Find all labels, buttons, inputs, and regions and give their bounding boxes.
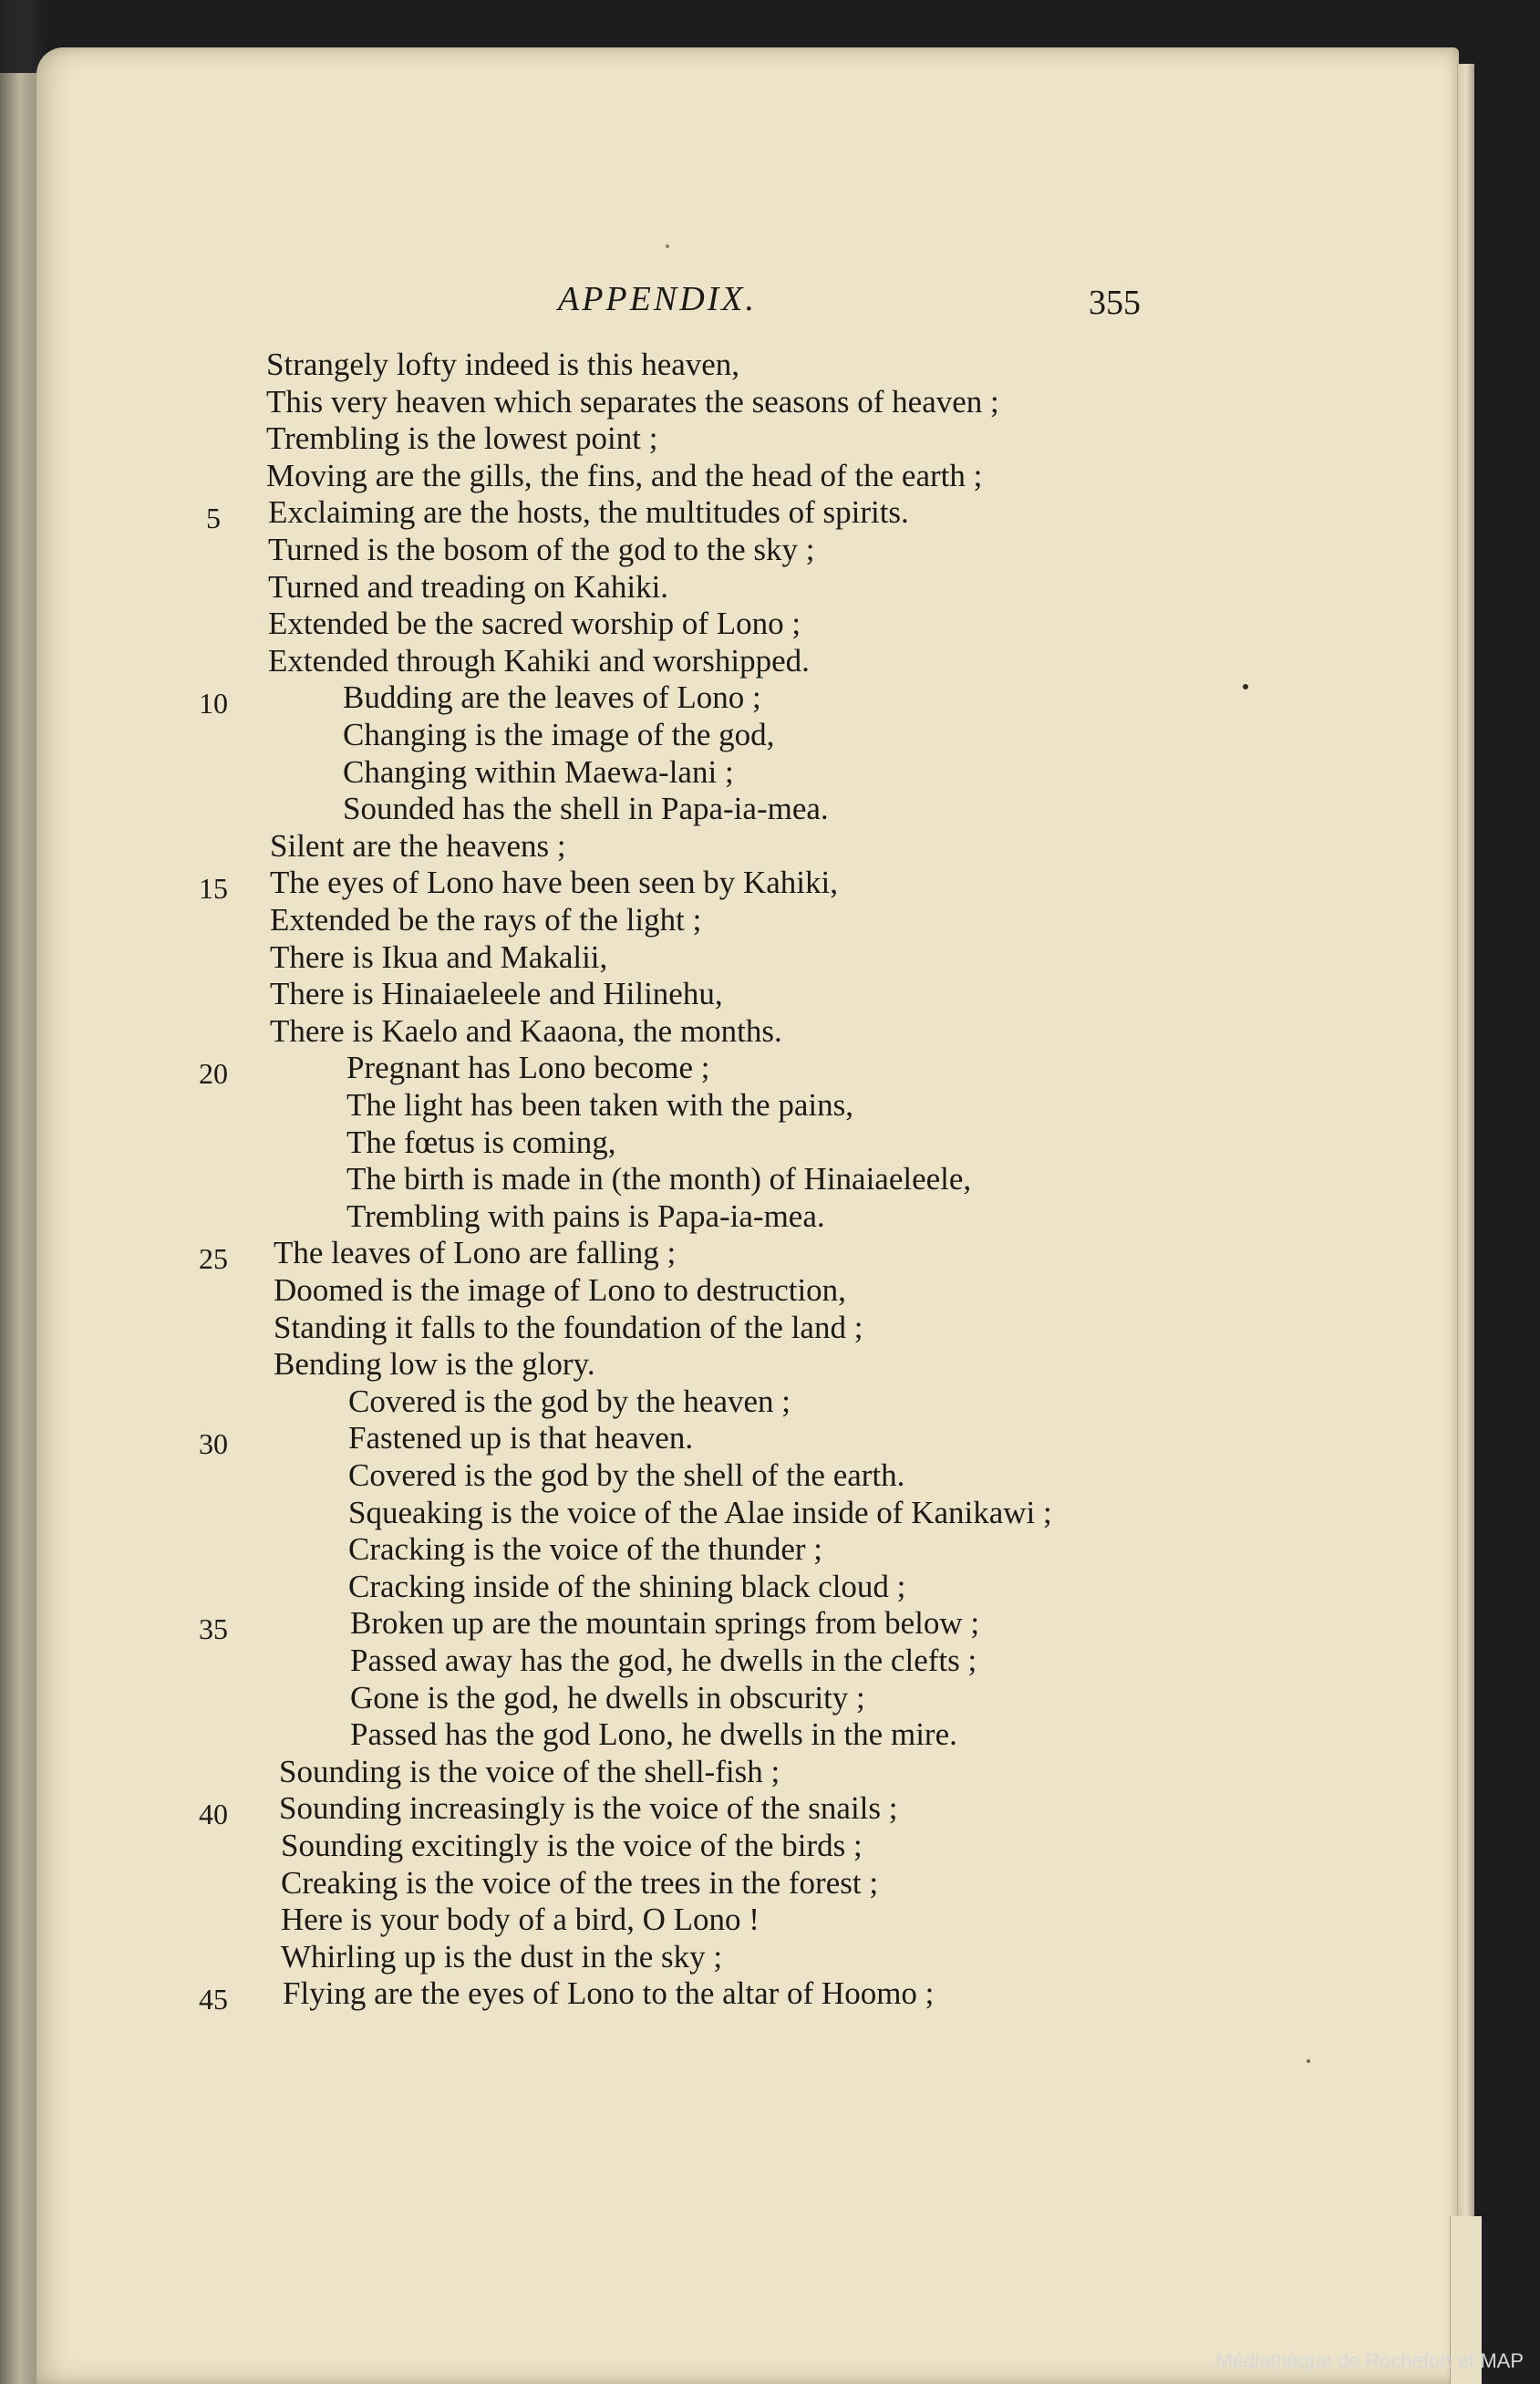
poem-line-text: Changing is the image of the god, (343, 717, 775, 752)
line-number: 15 (199, 872, 228, 906)
poem-line (0, 1384, 1540, 1421)
poem-line (0, 1790, 1540, 1831)
line-number: 40 (199, 1798, 228, 1831)
poem-line (0, 458, 1540, 495)
poem-line-text: Creaking is the voice of the trees in the forest ; (281, 1864, 879, 1901)
poem-line-text: There is Hinaiaeleele and Hilinehu, (270, 976, 723, 1012)
poem-line-text: Whirling up is the dust in the sky ; (281, 1938, 723, 1975)
poem-line (0, 1902, 1540, 1939)
running-head (0, 279, 1540, 334)
poem-line (0, 1161, 1540, 1198)
poem-line (0, 1050, 1540, 1091)
poem-line-text: Cracking is the voice of the thunder ; (348, 1531, 822, 1568)
poem-line-text: Here is your body of a bird, O Lono ! (281, 1902, 760, 1938)
poem-line (0, 347, 1540, 384)
poem-line-text: Sounding increasingly is the voice of the snails ; (279, 1790, 898, 1827)
poem-line (0, 532, 1540, 569)
poem-line-text: Cracking inside of the shining black cloud ; (348, 1568, 906, 1604)
poem-line-text: Covered is the god by the shell of the earth. (348, 1457, 905, 1493)
poem-line-text: Extended be the rays of the light ; (270, 902, 702, 938)
poem-line-text: There is Ikua and Makalii, (270, 938, 608, 975)
poem-line-text: Strangely lofty indeed is this heaven, (266, 347, 740, 382)
poem-line (0, 939, 1540, 977)
line-number: 35 (199, 1612, 228, 1646)
poem-line (0, 976, 1540, 1013)
poem-line (0, 1013, 1540, 1051)
poem-line (0, 1272, 1540, 1310)
poem-line-text: Gone is the god, he dwells in obscurity ; (350, 1679, 865, 1715)
poem-line-text: Trembling with pains is Papa-ia-mea. (346, 1197, 825, 1234)
line-number: 10 (199, 687, 228, 720)
poem-line-text: Pregnant has Lono become ; (346, 1050, 710, 1086)
poem-line (0, 754, 1540, 792)
poem-line (0, 1420, 1540, 1461)
poem-line (0, 569, 1540, 606)
poem-line (0, 1310, 1540, 1347)
poem-line (0, 865, 1540, 906)
poem-line (0, 1087, 1540, 1125)
poem-line-text: Moving are the gills, the fins, and the head of the earth ; (266, 457, 983, 493)
poem-line-text: There is Kaelo and Kaaona, the months. (270, 1012, 782, 1049)
poem-line (0, 1569, 1540, 1606)
poem-line-text: This very heaven which separates the seasons of heaven ; (266, 383, 999, 420)
poem-line (0, 1643, 1540, 1680)
poem-line-text: Sounded has the shell in Papa-ia-mea. (343, 791, 829, 827)
poem-line-text: Flying are the eyes of Lono to the altar of Hoomo ; (283, 1975, 935, 2012)
poem-line-text: Turned and treading on Kahiki. (268, 568, 669, 605)
poem-line (0, 1865, 1540, 1902)
poem-line-text: Standing it falls to the foundation of the land ; (274, 1309, 863, 1345)
poem-line (0, 902, 1540, 939)
poem-line-text: The leaves of Lono are falling ; (274, 1235, 677, 1271)
poem-line (0, 1975, 1540, 2016)
poem-line-text: The fœtus is coming, (346, 1124, 616, 1160)
poem-line-text: The birth is made in (the month) of Hinaiaeleele, (346, 1161, 972, 1197)
poem-line (0, 717, 1540, 754)
poem-line-text: Covered is the god by the heaven ; (348, 1383, 791, 1419)
poem-line-text: Budding are the leaves of Lono ; (343, 679, 761, 716)
poem-line-text: Turned is the bosom of the god to the sky ; (268, 532, 815, 567)
page-number: 355 (1089, 284, 1141, 322)
ink-speck (666, 244, 669, 248)
poem-line-text: Exclaiming are the hosts, the multitudes of spirits. (268, 494, 909, 531)
poem-line (0, 384, 1540, 421)
poem-line (0, 494, 1540, 535)
poem-line-text: Doomed is the image of Lono to destruction, (274, 1272, 846, 1308)
poem-line (0, 828, 1540, 865)
poem-line (0, 1716, 1540, 1754)
poem-line (0, 791, 1540, 828)
poem-line-text: The eyes of Lono have been seen by Kahiki, (270, 865, 838, 901)
poem-line (0, 606, 1540, 643)
line-number: 30 (199, 1427, 228, 1461)
poem-line (0, 1346, 1540, 1384)
poem-line-text: Changing within Maewa-lani ; (343, 753, 734, 790)
running-title: APPENDIX. (558, 280, 758, 318)
library-watermark: Médiathèque de Rochefort et MAP (1215, 2349, 1524, 2372)
poem-line-text: The light has been taken with the pains, (346, 1087, 853, 1123)
line-number: 5 (206, 502, 221, 535)
poem-line-text: Passed away has the god, he dwells in the clefts ; (350, 1643, 977, 1678)
poem-line-text: Silent are the heavens ; (270, 827, 566, 864)
poem-line (0, 1235, 1540, 1276)
poem-line-text: Passed has the god Lono, he dwells in the mire. (350, 1716, 957, 1753)
poem-line-text: Bending low is the glory. (274, 1346, 595, 1383)
poem-line (0, 679, 1540, 720)
poem (0, 347, 1540, 2025)
poem-line (0, 1828, 1540, 1865)
poem-line-text: Broken up are the mountain springs from below ; (350, 1605, 980, 1642)
poem-line (0, 1198, 1540, 1236)
poem-line-text: Trembling is the lowest point ; (266, 420, 658, 457)
poem-line-text: Squeaking is the voice of the Alae inside of Kanikawi ; (348, 1494, 1052, 1530)
poem-line-text: Fastened up is that heaven. (348, 1420, 694, 1456)
poem-line (0, 1605, 1540, 1646)
poem-line-text: Sounding excitingly is the voice of the birds ; (281, 1828, 863, 1863)
poem-line (0, 1754, 1540, 1791)
poem-line (0, 1939, 1540, 1976)
ink-speck (1307, 2059, 1310, 2063)
poem-line (0, 1680, 1540, 1717)
poem-line (0, 1457, 1540, 1495)
poem-line-text: Extended be the sacred worship of Lono ; (268, 606, 801, 642)
poem-line (0, 1531, 1540, 1569)
line-number: 20 (199, 1057, 228, 1091)
poem-line-text: Extended through Kahiki and worshipped. (268, 642, 810, 679)
poem-line (0, 420, 1540, 458)
poem-line (0, 643, 1540, 680)
line-number: 45 (199, 1983, 228, 2016)
poem-line (0, 1495, 1540, 1532)
poem-line (0, 1125, 1540, 1162)
line-number: 25 (199, 1242, 228, 1276)
poem-line-text: Sounding is the voice of the shell-fish ; (279, 1753, 780, 1789)
